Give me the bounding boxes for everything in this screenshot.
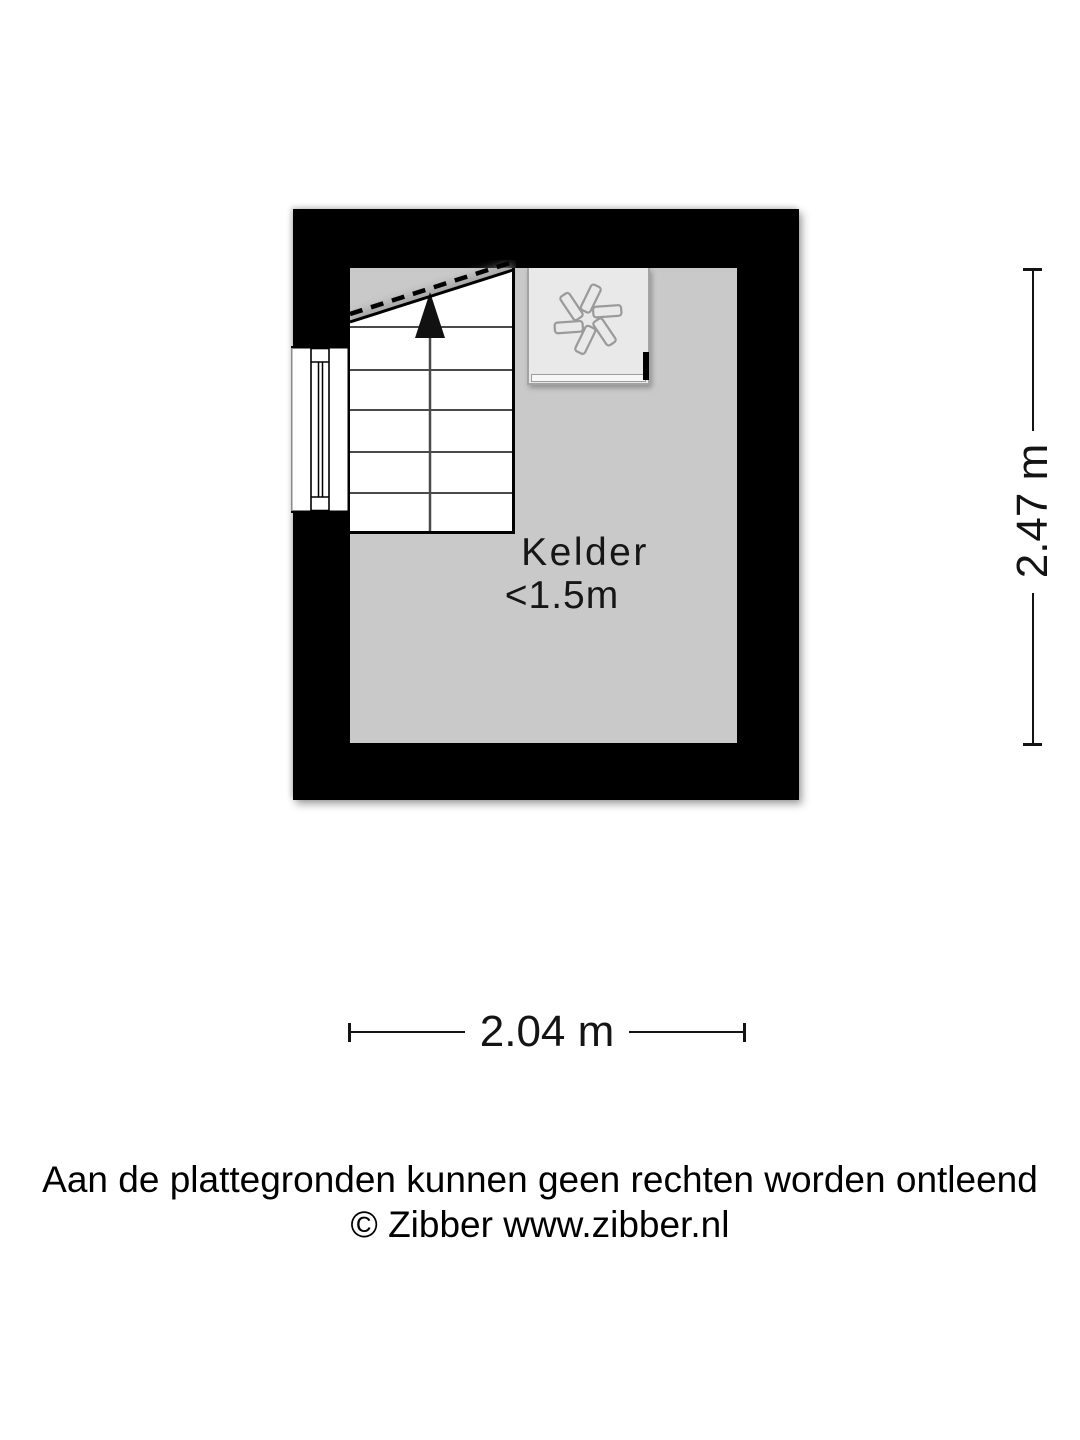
staircase	[350, 260, 516, 534]
dimension-line	[1032, 269, 1034, 431]
room-label: Kelder	[521, 531, 649, 574]
copyright-text: © Zibber www.zibber.nl	[350, 1204, 730, 1245]
disclaimer-text: Aan de plattegronden kunnen geen rechten worden ontleend	[42, 1159, 1038, 1200]
ventilation-fan-icon	[529, 268, 648, 383]
dimension-tick-bottom	[1023, 743, 1042, 746]
dimension-tick-right	[743, 1023, 746, 1042]
dimension-line	[349, 1031, 465, 1033]
ventilation-unit	[527, 268, 650, 385]
dimension-line	[1032, 593, 1034, 743]
footer	[0, 1157, 1080, 1247]
ventilation-unit-latch	[643, 352, 649, 380]
height-dimension-label: 2.47 m	[1008, 443, 1057, 579]
width-dimension	[348, 1007, 746, 1056]
room-height-note: <1.5m	[504, 574, 620, 617]
width-dimension-label: 2.04 m	[479, 1007, 615, 1056]
window-symbol	[291, 346, 350, 513]
height-dimension	[1008, 268, 1057, 746]
ventilation-unit-front-strip	[531, 374, 646, 382]
dimension-line	[629, 1031, 745, 1033]
